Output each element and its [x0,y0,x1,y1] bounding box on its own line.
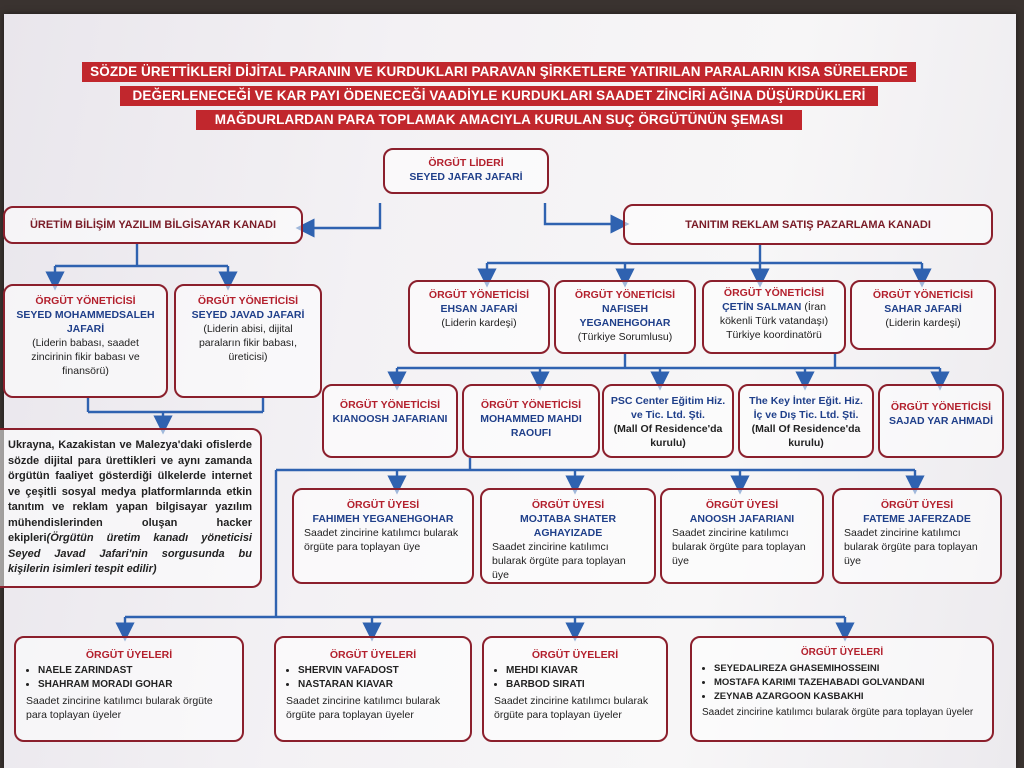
manager-box-ehsan [408,280,550,354]
member-group-box-1 [14,636,244,742]
hacker-teams-box [0,428,262,588]
manager-role: ÖRGÜT YÖNETİCİSİ [197,295,299,307]
member-name: FAHIMEH YEGANEHGOHAR [312,513,454,525]
manager-box-raoufi [462,384,600,458]
leader-name: SEYED JAFAR JAFARİ [409,171,523,183]
member-group-name: • SEYEDALIREZA GHASEMIHOSSEINI [714,662,982,676]
left-branch-box [3,206,303,244]
manager-name: SEYED MOHAMMEDSALEH JAFARİ [16,309,155,335]
company-note: (Mall Of Residence'da kurulu) [613,423,723,449]
member-group-role: ÖRGÜT ÜYELERİ [329,649,417,661]
manager-box-sahar [850,280,996,350]
manager-note: (Türkiye Sorumlusu) [577,331,673,343]
manager-role: ÖRGÜT YÖNETİCİSİ [890,401,992,413]
manager-role: ÖRGÜT YÖNETİCİSİ [480,399,582,411]
hacker-teams-italic: (Örgütün üretim kanadı yöneticisi Seyed Javad Jafari'nin sorgusunda bu kişilerin isimleri tespit edilir) [8,532,252,575]
right-branch-box [623,204,993,245]
member-group-name: • SHERVIN VAFADOST [298,664,460,678]
manager-note: (Liderin babası, saadet zincirinin fikir babası ve finansörü) [31,337,140,377]
member-group-box-4 [690,636,994,742]
manager-box-javad [174,284,322,398]
member-group-note: Saadet zincirine katılımcı bularak örgüte para toplayan üyeler [494,695,649,721]
member-group-role: ÖRGÜT ÜYELERİ [85,649,173,661]
manager-note: (Liderin abisi, dijital paraların fikir babası, üreticisi) [198,323,298,363]
leader-role: ÖRGÜT LİDERİ [428,157,504,169]
manager-box-nafiseh [554,280,696,354]
member-group-note: Saadet zincirine katılımcı bularak örgüte para toplayan üyeler [286,695,441,721]
member-group-box-2 [274,636,472,742]
line-leader-right [545,203,620,224]
member-group-name: • SHAHRAM MORADI GOHAR [38,678,232,692]
member-group-role: ÖRGÜT ÜYELERİ [800,647,884,658]
manager-role: ÖRGÜT YÖNETİCİSİ [339,399,441,411]
company-box-the-key [738,384,874,458]
member-role: ÖRGÜT ÜYESİ [531,499,605,511]
right-branch-label: TANITIM REKLAM SATIŞ PAZARLAMA KANADI [685,218,931,231]
member-role: ÖRGÜT ÜYESİ [880,499,954,511]
manager-role: ÖRGÜT YÖNETİCİSİ [574,289,676,301]
manager-box-sajad [878,384,1004,458]
title-line-3: MAĞDURLARDAN PARA TOPLAMAK AMACIYLA KURULAN SUÇ ÖRGÜTÜNÜN ŞEMASI [196,110,802,130]
member-group-box-3 [482,636,668,742]
manager-name: SEYED JAVAD JAFARİ [191,309,305,321]
manager-note: (İran kökenli Türk vatandaşı) Türkiye koordinatörü [719,301,829,341]
member-box-fateme [832,488,1002,584]
member-box-fahimeh [292,488,474,584]
hacker-teams-text: Ukrayna, Kazakistan ve Malezya'daki ofislerde sözde dijital para ürettikleri ve aynı zamanda örgütün faaliyet gösterdiği ülkelerde internet ve çeşitli sosyal medya platformlarında etkin tanıtım ve reklam yapan bilgisayar yazılım mühendislerinden oluşan hacker ekipleri [8,439,252,544]
manager-name: ÇETİN SALMAN [722,301,802,313]
manager-name: NAFISEH YEGANEHGOHAR [579,303,671,329]
manager-name: SAHAR JAFARİ [884,303,962,315]
manager-box-mohammedsaleh [3,284,168,398]
manager-note: (Liderin kardeşi) [885,317,961,329]
manager-role: ÖRGÜT YÖNETİCİSİ [428,289,530,301]
member-group-note: Saadet zincirine katılımcı bularak örgüte para toplayan üyeler [702,707,974,718]
member-group-name: • MOSTAFA KARIMI TAZEHABADI GOLVANDANI [714,676,982,690]
member-name: MOJTABA SHATER AGHAYIZADE [519,513,617,539]
member-note: Saadet zincirine katılımcı bularak örgüte para toplayan üye [672,527,806,567]
member-group-name: • ZEYNAB AZARGOON KASBAKHI [714,690,982,704]
company-name: PSC Center Eğitim Hiz. ve Tic. Ltd. Şti. [610,395,726,421]
manager-name: MOHAMMED MAHDI RAOUFI [480,413,582,439]
title-line-1: SÖZDE ÜRETTİKLERİ DİJİTAL PARANIN VE KURDUKLARI PARAVAN ŞİRKETLERE YATIRILAN PARALARIN KISA SÜRELERDE [82,62,916,82]
left-branch-label: ÜRETİM BİLİŞİM YAZILIM BİLGİSAYAR KANADI [29,219,277,231]
member-name: ANOOSH JAFARIANI [689,513,795,525]
manager-box-kianoosh [322,384,458,458]
manager-name: SAJAD YAR AHMADİ [888,415,994,427]
line-leader-left [305,203,380,228]
member-note: Saadet zincirine katılımcı bularak örgüte para toplayan üye [492,541,626,581]
member-role: ÖRGÜT ÜYESİ [705,499,779,511]
manager-role: ÖRGÜT YÖNETİCİSİ [872,289,974,301]
leader-box [383,148,549,194]
manager-note: (Liderin kardeşi) [441,317,517,329]
member-group-role: ÖRGÜT ÜYELERİ [531,649,619,661]
member-group-note: Saadet zincirine katılımcı bularak örgüte para toplayan üyeler [26,695,213,721]
member-name: FATEME JAFERZADE [863,513,971,525]
company-name: The Key İnter Eğit. Hiz. İç ve Dış Tic. Ltd. Şti. [749,395,863,421]
manager-name: EHSAN JAFARİ [440,303,518,315]
manager-role: ÖRGÜT YÖNETİCİSİ [35,295,136,307]
company-note: (Mall Of Residence'da kurulu) [751,423,861,449]
member-group-name: • NAELE ZARINDAST [38,664,232,678]
member-group-name: • MEHDI KIAVAR [506,664,656,678]
title-line-2: DEĞERLENECEĞİ VE KAR PAYI ÖDENECEĞİ VAADİYLE KURDUKLARI SAADET ZİNCİRİ AĞINA DÜŞÜRDÜKLERİ [120,86,878,106]
manager-box-cetin [702,280,846,354]
member-box-anoosh [660,488,824,584]
company-box-psc-center [602,384,734,458]
member-group-name: • NASTARAN KIAVAR [298,678,460,692]
member-box-mojtaba [480,488,656,584]
member-note: Saadet zincirine katılımcı bularak örgüte para toplayan üye [844,527,978,567]
manager-role: ÖRGÜT YÖNETİCİSİ [723,287,825,299]
member-note: Saadet zincirine katılımcı bularak örgüte para toplayan üye [304,527,459,553]
manager-name: KIANOOSH JAFARIANI [332,413,448,425]
member-group-name: • BARBOD SIRATI [506,678,656,692]
member-role: ÖRGÜT ÜYESİ [346,499,420,511]
